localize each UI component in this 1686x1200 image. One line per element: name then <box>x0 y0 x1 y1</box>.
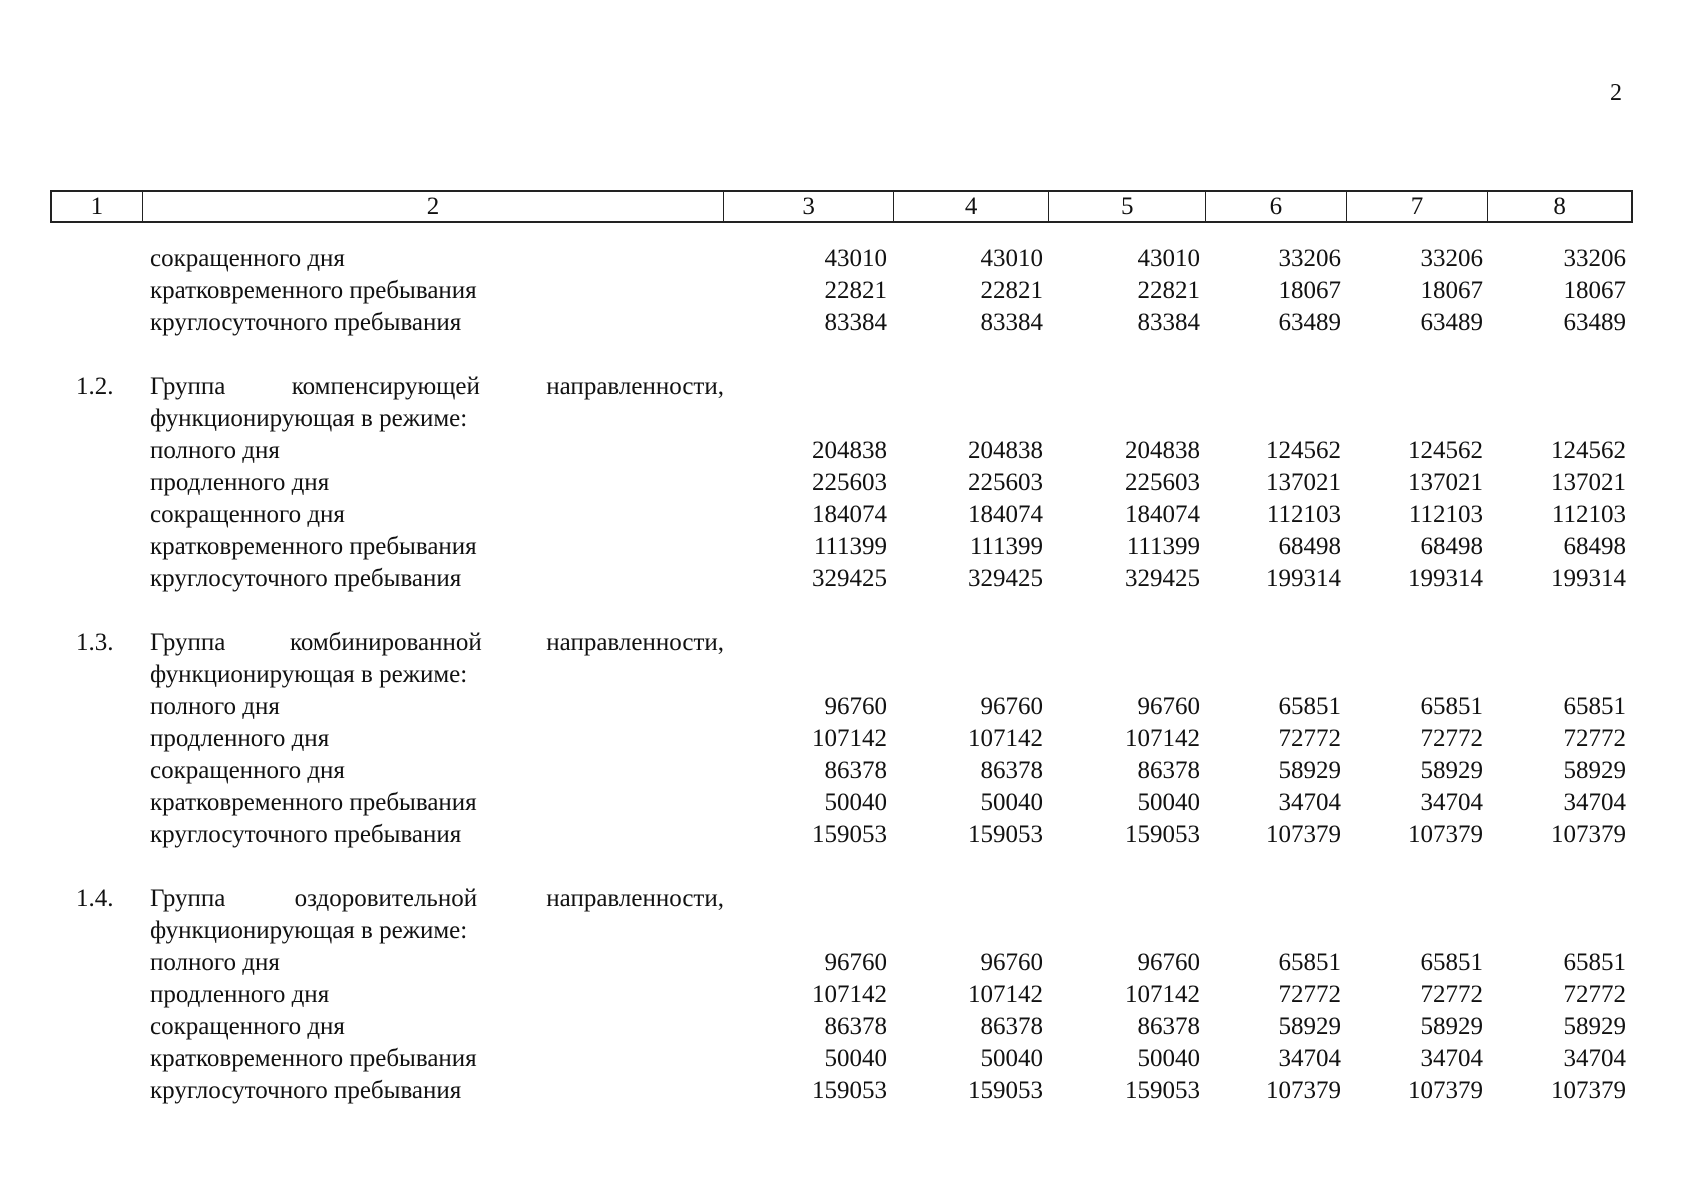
table-row <box>0 947 1686 979</box>
section-title-row <box>0 371 1686 403</box>
cell-value-col-6: 107379 <box>1266 1077 1341 1104</box>
cell-value-col-6: 112103 <box>1266 501 1341 528</box>
cell-value-col-4: 96760 <box>980 693 1043 720</box>
table-row <box>0 787 1686 819</box>
table-row <box>0 467 1686 499</box>
cell-value-col-6: 65851 <box>1278 949 1341 976</box>
section-title-row <box>0 915 1686 947</box>
row-label: продленного дня <box>150 981 330 1008</box>
cell-value-col-6: 34704 <box>1278 1045 1341 1072</box>
table-row <box>0 723 1686 755</box>
cell-value-col-7: 124562 <box>1408 437 1483 464</box>
row-label: сокращенного дня <box>150 245 345 272</box>
row-label: полного дня <box>150 693 280 720</box>
row-label: круглосуточного пребывания <box>150 1077 462 1104</box>
table-row <box>0 531 1686 563</box>
header-col-5: 5 <box>1049 192 1206 221</box>
cell-value-col-6: 58929 <box>1278 757 1341 784</box>
cell-value-col-7: 72772 <box>1420 981 1483 1008</box>
row-label: сокращенного дня <box>150 1013 345 1040</box>
cell-value-col-4: 225603 <box>968 469 1043 496</box>
cell-value-col-7: 58929 <box>1420 1013 1483 1040</box>
cell-value-col-4: 86378 <box>980 1013 1043 1040</box>
header-col-8: 8 <box>1553 193 1566 220</box>
header-col-3: 3 <box>724 192 894 221</box>
section-number: 1.3. <box>76 629 114 656</box>
table-row <box>0 1043 1686 1075</box>
cell-value-col-5: 43010 <box>1137 245 1200 272</box>
page-number: 2 <box>1610 80 1622 106</box>
cell-value-col-4: 184074 <box>968 501 1043 528</box>
cell-value-col-4: 107142 <box>968 981 1043 1008</box>
cell-value-col-6: 34704 <box>1278 789 1341 816</box>
cell-value-col-5: 111399 <box>1126 533 1200 560</box>
header-col-6: 6 <box>1206 192 1347 221</box>
cell-value-col-5: 50040 <box>1137 1045 1200 1072</box>
cell-value-col-5: 86378 <box>1137 1013 1200 1040</box>
section-title: Группа комбинированной направленности, <box>150 629 724 656</box>
section-spacer <box>0 339 1686 371</box>
table-row <box>0 755 1686 787</box>
cell-value-col-5: 225603 <box>1125 469 1200 496</box>
cell-value-col-3: 111399 <box>813 533 887 560</box>
table-row <box>0 691 1686 723</box>
table-row <box>0 819 1686 851</box>
cell-value-col-4: 86378 <box>980 757 1043 784</box>
cell-value-col-6: 58929 <box>1278 1013 1341 1040</box>
section-number: 1.2. <box>76 373 114 400</box>
header-col-2: 2 <box>143 192 725 221</box>
row-label: полного дня <box>150 437 280 464</box>
cell-value-col-5: 204838 <box>1125 437 1200 464</box>
cell-value-col-5: 329425 <box>1125 565 1200 592</box>
cell-value-col-8: 63489 <box>1563 309 1626 336</box>
cell-value-col-3: 86378 <box>824 1013 887 1040</box>
cell-value-col-3: 329425 <box>812 565 887 592</box>
cell-value-col-3: 83384 <box>824 309 887 336</box>
cell-value-col-3: 50040 <box>824 789 887 816</box>
table-row <box>0 435 1686 467</box>
cell-value-col-8: 58929 <box>1563 757 1626 784</box>
cell-value-col-8: 33206 <box>1563 245 1626 272</box>
cell-value-col-7: 58929 <box>1420 757 1483 784</box>
cell-value-col-5: 83384 <box>1137 309 1200 336</box>
cell-value-col-8: 58929 <box>1563 1013 1626 1040</box>
table-row <box>0 499 1686 531</box>
cell-value-col-7: 68498 <box>1420 533 1483 560</box>
cell-value-col-8: 72772 <box>1563 981 1626 1008</box>
cell-value-col-5: 86378 <box>1137 757 1200 784</box>
cell-value-col-4: 204838 <box>968 437 1043 464</box>
cell-value-col-5: 159053 <box>1125 1077 1200 1104</box>
row-label: кратковременного пребывания <box>150 1045 477 1072</box>
cell-value-col-4: 329425 <box>968 565 1043 592</box>
row-label: круглосуточного пребывания <box>150 565 462 592</box>
cell-value-col-4: 50040 <box>980 789 1043 816</box>
cell-value-col-3: 184074 <box>812 501 887 528</box>
section-title: функционирующая в режиме: <box>150 661 468 688</box>
cell-value-col-8: 34704 <box>1563 789 1626 816</box>
header-col-1: 1 <box>52 192 143 221</box>
cell-value-col-8: 65851 <box>1563 693 1626 720</box>
cell-value-col-3: 50040 <box>824 1045 887 1072</box>
cell-value-col-5: 50040 <box>1137 789 1200 816</box>
cell-value-col-3: 107142 <box>812 725 887 752</box>
cell-value-col-6: 63489 <box>1278 309 1341 336</box>
cell-value-col-5: 96760 <box>1137 693 1200 720</box>
cell-value-col-8: 137021 <box>1551 469 1626 496</box>
cell-value-col-7: 107379 <box>1408 1077 1483 1104</box>
cell-value-col-6: 137021 <box>1266 469 1341 496</box>
section-title-row <box>0 627 1686 659</box>
cell-value-col-8: 107379 <box>1551 821 1626 848</box>
cell-value-col-3: 43010 <box>824 245 887 272</box>
cell-value-col-3: 107142 <box>812 981 887 1008</box>
section-spacer <box>0 595 1686 627</box>
table-row <box>0 307 1686 339</box>
cell-value-col-4: 111399 <box>969 533 1043 560</box>
cell-value-col-6: 107379 <box>1266 821 1341 848</box>
cell-value-col-4: 107142 <box>968 725 1043 752</box>
row-label: сокращенного дня <box>150 757 345 784</box>
cell-value-col-3: 96760 <box>824 949 887 976</box>
cell-value-col-8: 18067 <box>1563 277 1626 304</box>
cell-value-col-8: 107379 <box>1551 1077 1626 1104</box>
table-row <box>0 1075 1686 1107</box>
cell-value-col-8: 68498 <box>1563 533 1626 560</box>
table-row <box>0 563 1686 595</box>
cell-value-col-6: 199314 <box>1266 565 1341 592</box>
cell-value-col-6: 72772 <box>1278 725 1341 752</box>
cell-value-col-5: 184074 <box>1125 501 1200 528</box>
cell-value-col-5: 22821 <box>1137 277 1200 304</box>
cell-value-col-7: 65851 <box>1420 693 1483 720</box>
cell-value-col-5: 107142 <box>1125 725 1200 752</box>
cell-value-col-3: 225603 <box>812 469 887 496</box>
section-number: 1.4. <box>76 885 114 912</box>
cell-value-col-7: 34704 <box>1420 789 1483 816</box>
header-col-7: 7 <box>1347 192 1489 221</box>
row-label: кратковременного пребывания <box>150 277 477 304</box>
cell-value-col-3: 204838 <box>812 437 887 464</box>
section-title: функционирующая в режиме: <box>150 917 468 944</box>
row-label: кратковременного пребывания <box>150 533 477 560</box>
cell-value-col-7: 107379 <box>1408 821 1483 848</box>
cell-value-col-7: 65851 <box>1420 949 1483 976</box>
cell-value-col-6: 72772 <box>1278 981 1341 1008</box>
cell-value-col-3: 159053 <box>812 1077 887 1104</box>
cell-value-col-5: 107142 <box>1125 981 1200 1008</box>
cell-value-col-7: 199314 <box>1408 565 1483 592</box>
cell-value-col-7: 72772 <box>1420 725 1483 752</box>
cell-value-col-4: 96760 <box>980 949 1043 976</box>
cell-value-col-8: 124562 <box>1551 437 1626 464</box>
cell-value-col-3: 86378 <box>824 757 887 784</box>
section-title-row <box>0 403 1686 435</box>
cell-value-col-6: 33206 <box>1278 245 1341 272</box>
section-spacer <box>0 851 1686 883</box>
cell-value-col-6: 68498 <box>1278 533 1341 560</box>
cell-value-col-8: 65851 <box>1563 949 1626 976</box>
table-row <box>0 275 1686 307</box>
section-title-row <box>0 659 1686 691</box>
table-row <box>0 979 1686 1011</box>
cell-value-col-4: 83384 <box>980 309 1043 336</box>
section-title-row <box>0 883 1686 915</box>
section-title: функционирующая в режиме: <box>150 405 468 432</box>
cell-value-col-8: 199314 <box>1551 565 1626 592</box>
cell-value-col-6: 65851 <box>1278 693 1341 720</box>
row-label: кратковременного пребывания <box>150 789 477 816</box>
cell-value-col-4: 43010 <box>980 245 1043 272</box>
cell-value-col-7: 33206 <box>1420 245 1483 272</box>
cell-value-col-8: 112103 <box>1551 501 1626 528</box>
row-label: продленного дня <box>150 725 330 752</box>
section-title: Группа оздоровительной направленности, <box>150 885 724 912</box>
cell-value-col-3: 96760 <box>824 693 887 720</box>
cell-value-col-7: 112103 <box>1408 501 1483 528</box>
cell-value-col-7: 63489 <box>1420 309 1483 336</box>
cell-value-col-3: 159053 <box>812 821 887 848</box>
cell-value-col-8: 34704 <box>1563 1045 1626 1072</box>
row-label: круглосуточного пребывания <box>150 309 462 336</box>
cell-value-col-7: 137021 <box>1408 469 1483 496</box>
table-row <box>0 243 1686 275</box>
cell-value-col-4: 159053 <box>968 821 1043 848</box>
cell-value-col-4: 159053 <box>968 1077 1043 1104</box>
cell-value-col-6: 18067 <box>1278 277 1341 304</box>
cell-value-col-4: 50040 <box>980 1045 1043 1072</box>
cell-value-col-7: 18067 <box>1420 277 1483 304</box>
table-body <box>0 243 1686 1107</box>
cell-value-col-8: 72772 <box>1563 725 1626 752</box>
row-label: круглосуточного пребывания <box>150 821 462 848</box>
cell-value-col-5: 159053 <box>1125 821 1200 848</box>
cell-value-col-3: 22821 <box>824 277 887 304</box>
table-row <box>0 1011 1686 1043</box>
cell-value-col-7: 34704 <box>1420 1045 1483 1072</box>
row-label: сокращенного дня <box>150 501 345 528</box>
row-label: продленного дня <box>150 469 330 496</box>
cell-value-col-6: 124562 <box>1266 437 1341 464</box>
cell-value-col-4: 22821 <box>980 277 1043 304</box>
cell-value-col-5: 96760 <box>1137 949 1200 976</box>
section-title: Группа компенсирующей направленности, <box>150 373 724 400</box>
row-label: полного дня <box>150 949 280 976</box>
column-number-header <box>50 190 1633 223</box>
header-col-4: 4 <box>894 192 1050 221</box>
